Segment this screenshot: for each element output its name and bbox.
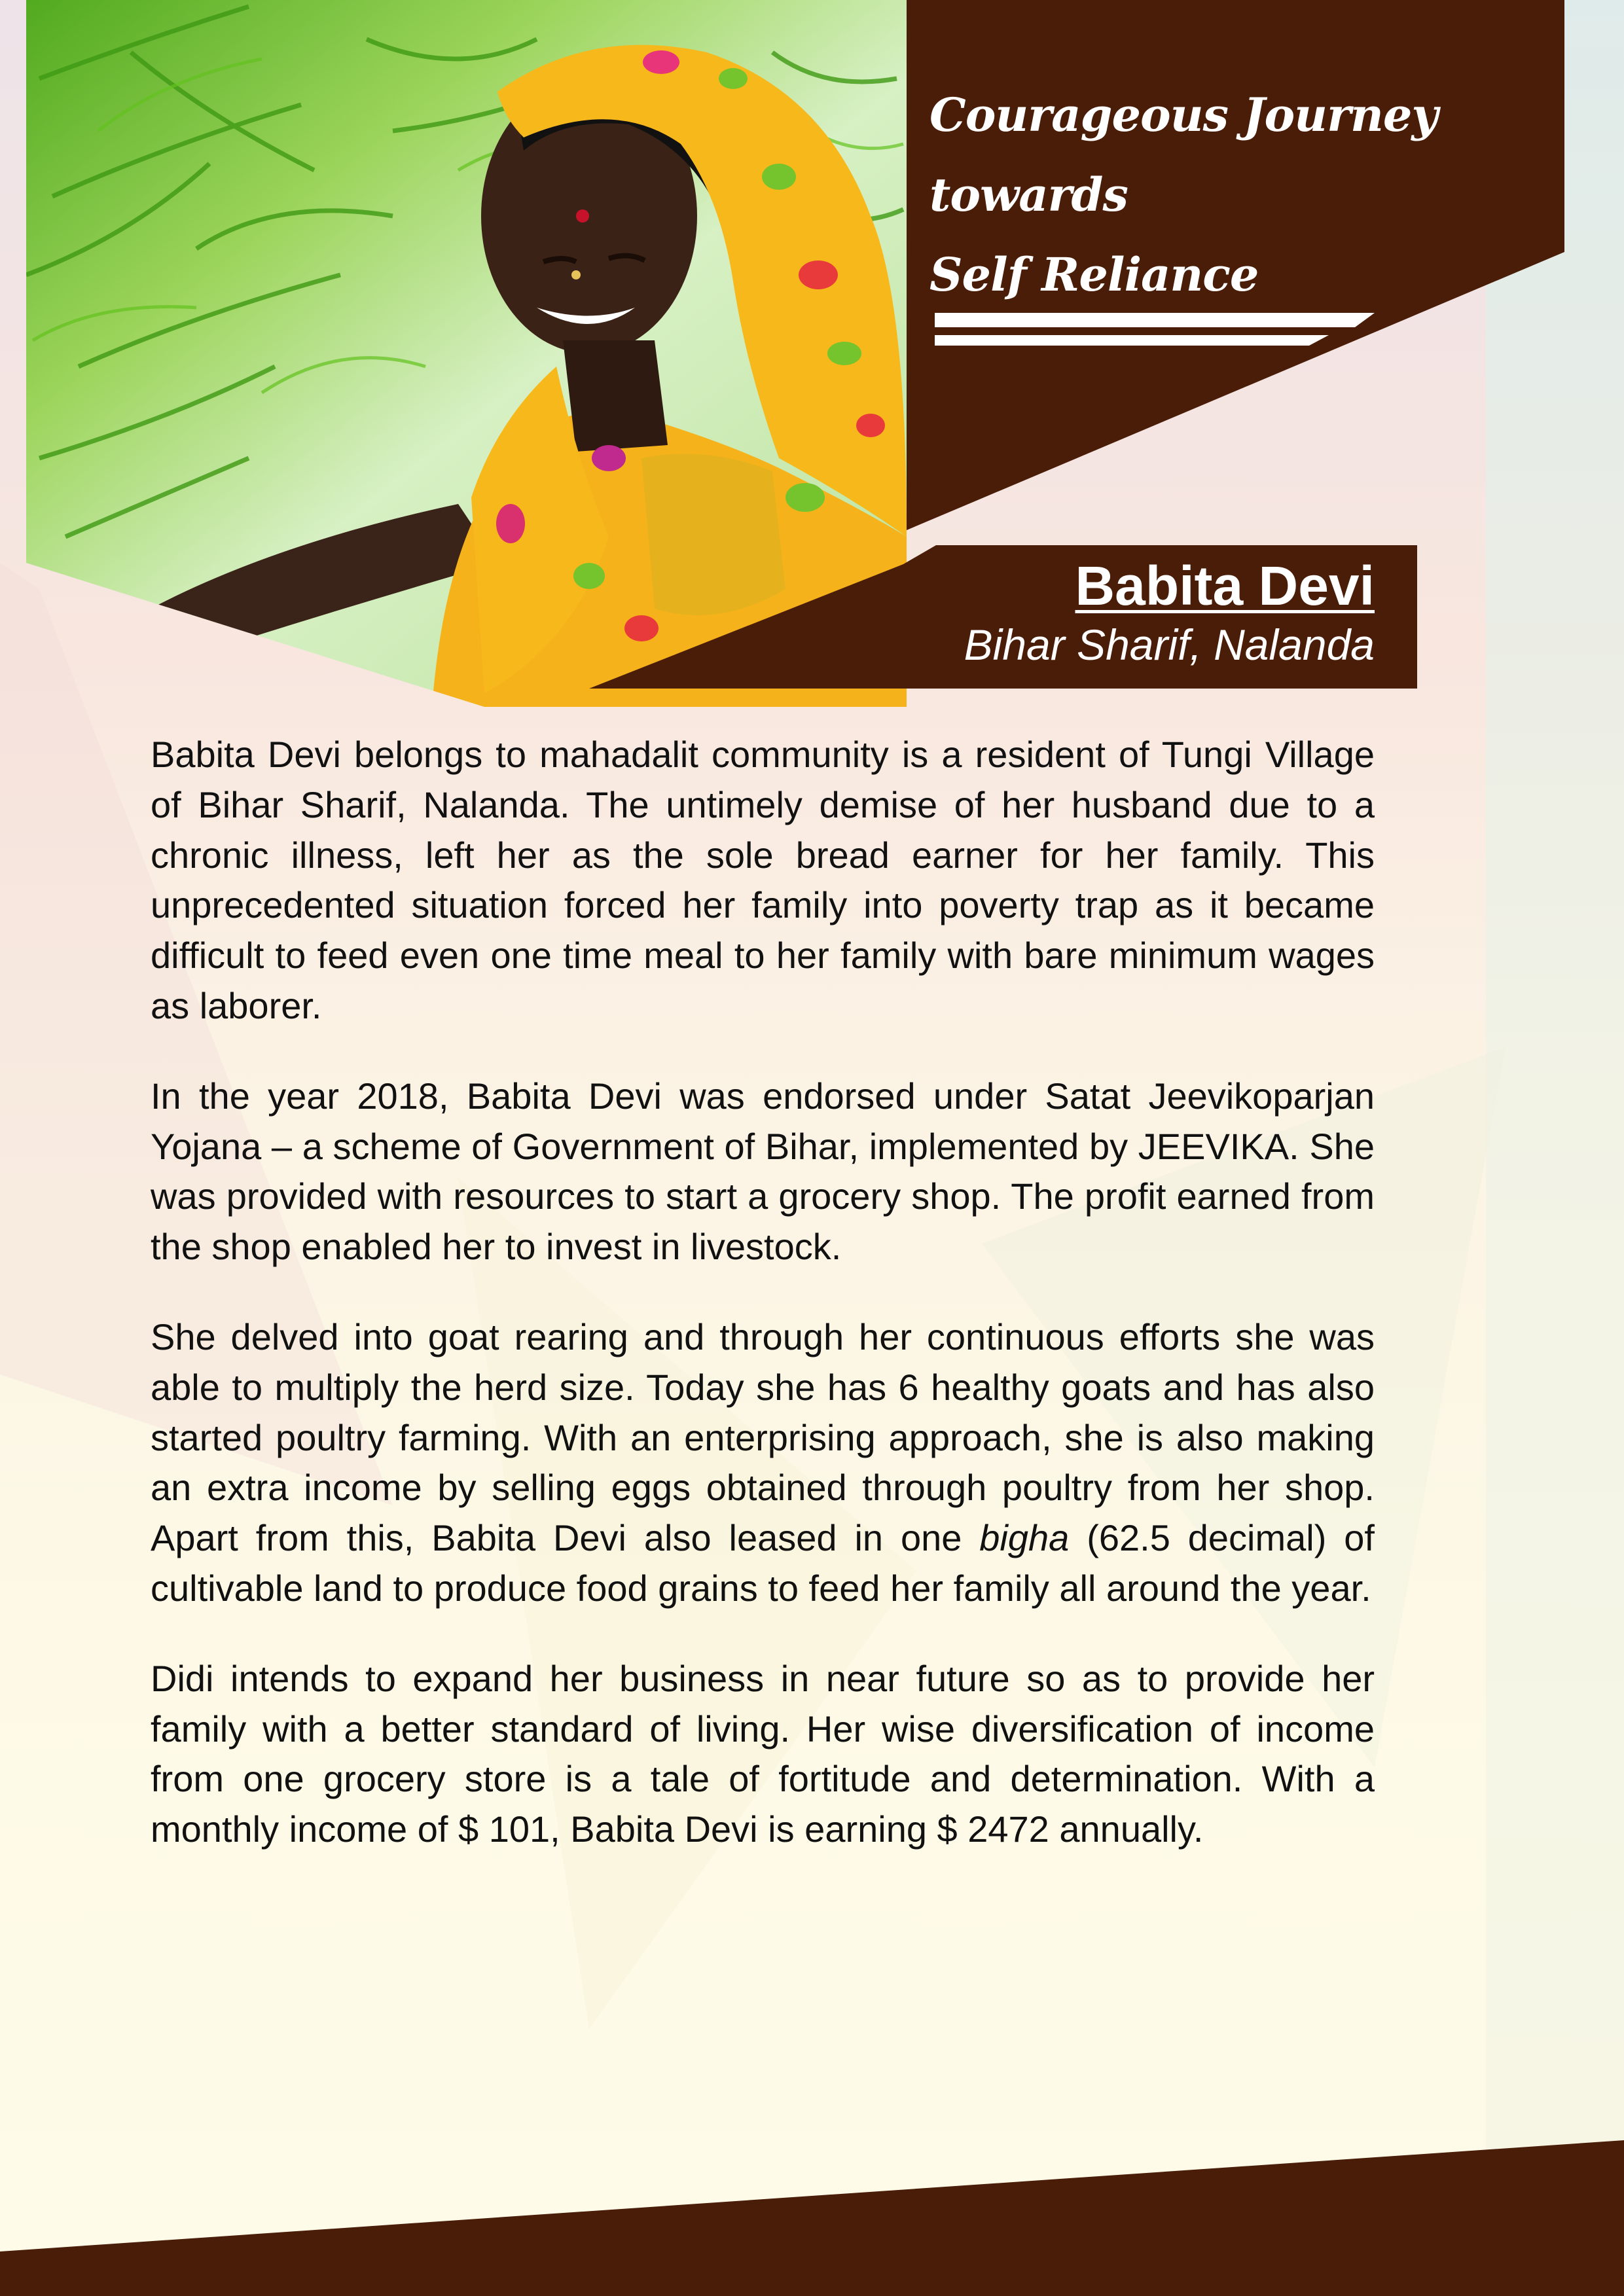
- story-body: [151, 730, 1375, 1895]
- story-paragraph-1: Babita Devi belongs to mahadalit community is a resident of Tungi Village of Bihar Sharif, Nalanda. The untimely demise of her husband due to a chronic illness, left her as the sole bread earner for her family. This unprecedented situation forced her family into poverty trap as it became difficult to feed even one time meal to her family with bare minimum wages as laborer.: [151, 734, 1375, 1026]
- story-paragraph-3-part-2: (62.5 decimal) of cultivable land to produce food grains to feed her family all around the year.: [151, 1517, 1375, 1609]
- story-term-bigha: bigha: [979, 1517, 1070, 1559]
- story-paragraph-2: In the year 2018, Babita Devi was endorsed under Satat Jeevikoparjan Yojana – a scheme of Government of Bihar, implemented by JEEVIKA. She was provided with resources to start a grocery shop. The profit earned from the shop enabled her to invest in livestock.: [151, 1075, 1375, 1268]
- story-paragraph-3-part-1: She delved into goat rearing and through her continuous efforts she was able to multiply the herd size. Today she has 6 healthy goats and has also started poultry farming. With an enterprising approach, she is also making an extra income by selling eggs obtained through poultry from her shop. Apart from this, Babita Devi also leased in one: [151, 1316, 1375, 1559]
- story-paragraph-3: [151, 1312, 1375, 1614]
- story-paragraph-4: Didi intends to expand her business in near future so as to provide her family with a better standard of living. Her wise diversification of income from one grocery store is a tale of fortitude and determination. With a monthly income of $ 101, Babita Devi is earning $ 2472 annually.: [151, 1657, 1375, 1850]
- header-stripe-1: [935, 313, 1375, 327]
- person-name: Babita Devi: [1075, 555, 1375, 617]
- person-location: Bihar Sharif, Nalanda: [964, 620, 1375, 669]
- banner-title-line1: Courageous Journey towards: [929, 88, 1438, 222]
- profile-photo: [0, 0, 916, 720]
- header-stripe-2: [935, 335, 1329, 346]
- banner-title-line2: Self Reliance: [929, 247, 1259, 302]
- banner-title: [929, 75, 1506, 315]
- profile-header: [936, 547, 1375, 684]
